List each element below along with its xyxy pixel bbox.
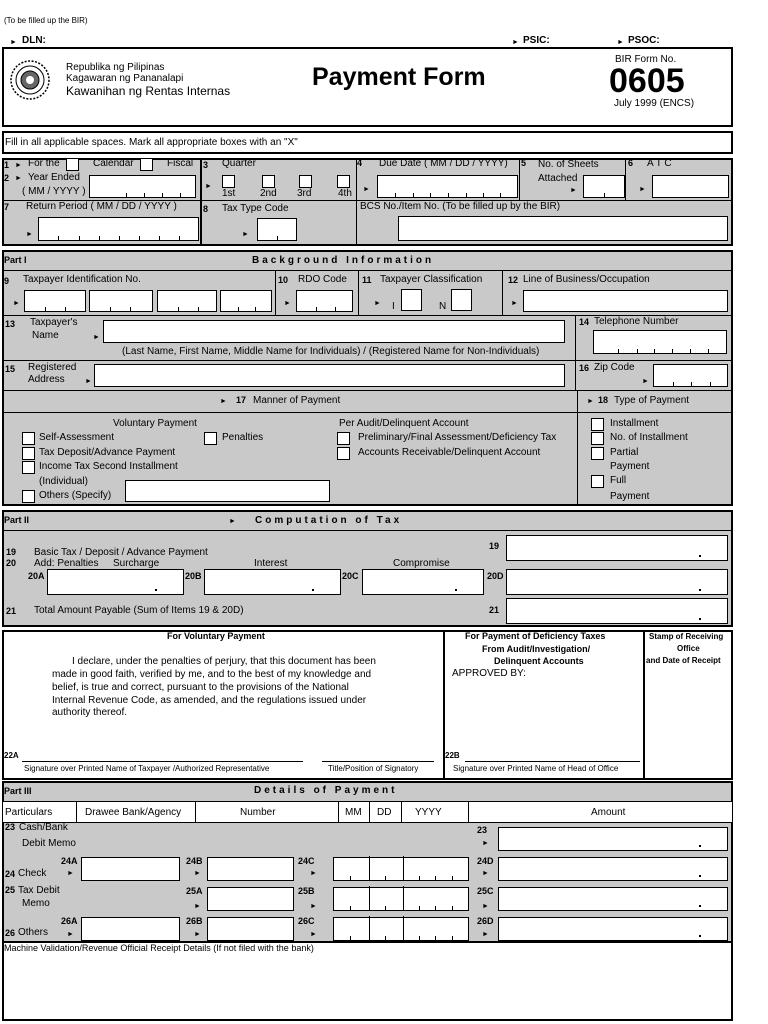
self-assessment-label: Self-Assessment	[39, 432, 115, 443]
basic-tax-label: Basic Tax / Deposit / Advance Payment	[34, 547, 208, 558]
form-number-label: BIR Form No.	[615, 54, 677, 65]
arrow-icon: ►	[482, 840, 489, 847]
tin-label: Taxpayer Identification No.	[23, 274, 141, 285]
total-payable-input[interactable]	[506, 598, 728, 624]
accounts-receivable-label: Accounts Receivable/Delinquent Account	[358, 447, 541, 458]
item-number: 12	[508, 275, 519, 285]
second-installment-checkbox[interactable]	[22, 461, 35, 474]
stamp-label-2: Office	[677, 644, 700, 653]
deficiency-title-3: Delinquent Accounts	[494, 656, 584, 666]
col-yyyy: YYYY	[415, 807, 442, 818]
arrow-icon: ►	[511, 300, 518, 307]
return-period-label: Return Period ( MM / DD / YYYY )	[26, 201, 177, 212]
item-number: 24	[5, 869, 16, 879]
declaration-line-3: belief, is true and correct, pursuant to the provisions of the National	[52, 682, 349, 693]
tax-type-label: Tax Type Code	[222, 203, 289, 214]
taxpayer-signature-caption: Signature over Printed Name of Taxpayer /Authorized Representative	[24, 764, 270, 773]
item-number: 19	[489, 541, 500, 551]
quarter-4th-label: 4th	[338, 188, 352, 199]
deficiency-title-1: For Payment of Deficiency Taxes	[465, 631, 606, 641]
preliminary-assessment-checkbox[interactable]	[337, 432, 350, 445]
atc-label: A T C	[647, 158, 672, 169]
check-number-input[interactable]	[207, 857, 294, 881]
item-number: 26A	[61, 916, 78, 926]
arrow-icon: ►	[15, 175, 22, 182]
item-number: 2	[4, 173, 10, 183]
installment-label: Installment	[610, 418, 659, 429]
arrow-icon: ►	[482, 870, 489, 877]
partial-payment-label: Payment	[610, 461, 650, 472]
check-amount-input[interactable]	[498, 857, 728, 881]
approved-by-label: APPROVED BY:	[452, 668, 526, 679]
part1-title: Background Information	[252, 255, 435, 266]
item-number: 20D	[487, 571, 504, 581]
col-mm: MM	[345, 807, 362, 818]
due-date-label: Due Date ( MM / DD / YYYY)	[379, 158, 508, 169]
line-of-business-input[interactable]	[523, 290, 728, 312]
col-dd: DD	[377, 807, 392, 818]
arrow-icon: ►	[205, 183, 212, 190]
others-specify-label: Others (Specify)	[39, 490, 112, 501]
item-number: 9	[4, 276, 10, 286]
item-number: 25B	[298, 886, 315, 896]
others-amount-input[interactable]	[498, 917, 728, 941]
quarter-label: Quarter	[222, 158, 256, 169]
tin-input-3[interactable]	[157, 290, 217, 312]
item-number: 22A	[4, 751, 19, 760]
head-of-office-signature-line[interactable]	[465, 761, 640, 762]
item-number: 4	[357, 158, 363, 168]
item-number: 11	[362, 275, 372, 285]
penalties-checkbox[interactable]	[204, 432, 217, 445]
full-payment-checkbox[interactable]	[591, 475, 604, 488]
tin-input-4[interactable]	[220, 290, 272, 312]
calendar-label: Calendar	[93, 158, 134, 169]
psoc-label: PSOC:	[628, 35, 660, 46]
sheets-input[interactable]	[583, 175, 625, 198]
deficiency-title-2: From Audit/Investigation/	[482, 644, 591, 654]
declaration-line-5: authority thereof.	[52, 707, 128, 718]
full-label: Full	[610, 475, 627, 486]
full-payment-label: Payment	[610, 491, 650, 502]
add-penalties-label: Add: Penalties	[34, 558, 99, 569]
others-label: Others	[18, 927, 49, 938]
item-number: 23	[5, 822, 16, 832]
individual-code-label: I	[392, 301, 395, 312]
item-number: 20C	[342, 571, 359, 581]
item-number: 24C	[298, 856, 315, 866]
cash-amount-input[interactable]	[498, 827, 728, 851]
machine-validation-box[interactable]	[2, 941, 733, 1021]
total-penalties-input[interactable]	[506, 569, 728, 595]
item-number: 18	[598, 395, 609, 405]
item-number: 21	[489, 605, 500, 615]
item-number: 26C	[298, 916, 315, 926]
tax-debit-label: Tax Debit	[18, 885, 60, 896]
basic-tax-amount-input[interactable]	[506, 535, 728, 561]
line-of-business-label: Line of Business/Occupation	[523, 274, 650, 285]
agency-bureau: Kawanihan ng Rentas Internas	[66, 84, 231, 98]
item-number: 5	[521, 158, 527, 168]
form-title: Payment Form	[312, 63, 486, 91]
bcs-input[interactable]	[398, 216, 728, 241]
arrow-icon: ►	[310, 870, 317, 877]
item-number: 20A	[28, 571, 45, 581]
item-number: 19	[6, 547, 17, 557]
check-label: Check	[18, 868, 47, 879]
per-audit-label: Per Audit/Delinquent Account	[339, 418, 469, 429]
type-of-payment-label: Type of Payment	[614, 395, 690, 406]
year-ended-input[interactable]	[89, 175, 196, 198]
item-number: 13	[5, 319, 16, 329]
part2-title: Computation of Tax	[255, 515, 403, 526]
taxpayer-name-input[interactable]	[103, 320, 565, 343]
top-note: (To be filled up the BIR)	[4, 16, 88, 25]
individual-checkbox[interactable]	[401, 289, 422, 311]
compromise-input[interactable]	[362, 569, 484, 595]
item-number: 24D	[477, 856, 494, 866]
item-number: 26D	[477, 916, 494, 926]
arrow-icon: ►	[67, 870, 74, 877]
for-the-label: For the	[28, 158, 60, 169]
col-particulars: Particulars	[5, 807, 53, 818]
taxpayer-name-hint: (Last Name, First Name, Middle Name for Individuals) / (Registered Name for Non-Individuals)	[122, 346, 540, 357]
item-number: 15	[5, 364, 16, 374]
telephone-input[interactable]	[593, 330, 727, 354]
quarter-3rd-checkbox[interactable]	[299, 175, 312, 188]
part2-label: Part II	[4, 515, 30, 525]
year-ended-label: Year Ended	[28, 172, 80, 183]
zip-input[interactable]	[653, 364, 728, 387]
arrow-icon: ►	[242, 231, 249, 238]
arrow-icon: ►	[639, 186, 646, 193]
declaration-line-1: I declare, under the penalties of perjury, that this document has been	[72, 656, 376, 667]
arrow-icon: ►	[26, 231, 33, 238]
item-number: 20B	[185, 571, 202, 581]
surcharge-label: Surcharge	[113, 558, 160, 569]
no-of-installment-label: No. of Installment	[610, 432, 688, 443]
item-number: 20	[6, 558, 17, 568]
item-number: 7	[4, 202, 10, 212]
arrow-icon: ►	[642, 378, 649, 385]
item-number: 3	[203, 160, 209, 170]
non-individual-code-label: N	[439, 301, 447, 312]
stamp-label-3: and Date of Receipt	[646, 656, 721, 665]
no-of-installment-checkbox[interactable]	[591, 432, 604, 445]
address-label-2: Address	[28, 374, 65, 385]
arrow-icon: ►	[310, 931, 317, 938]
arrow-icon: ►	[93, 334, 100, 341]
machine-validation-label: Machine Validation/Revenue Official Receipt Details (If not filed with the bank)	[4, 943, 314, 953]
penalties-label: Penalties	[222, 432, 264, 443]
title-position-line[interactable]	[322, 761, 434, 762]
total-payable-label: Total Amount Payable (Sum of Items 19 & 20D)	[34, 605, 244, 616]
item-number: 16	[579, 363, 590, 373]
item-number: 17	[236, 395, 247, 405]
partial-payment-checkbox[interactable]	[591, 447, 604, 460]
agency-department: Kagawaran ng Pananalapi	[66, 73, 184, 84]
self-assessment-checkbox[interactable]	[22, 432, 35, 445]
others-date-input[interactable]	[333, 917, 469, 941]
psic-label: PSIC:	[523, 35, 550, 46]
rdo-input[interactable]	[296, 290, 353, 312]
atc-input[interactable]	[652, 175, 729, 198]
arrow-icon: ►	[67, 931, 74, 938]
dln-label: DLN:	[22, 35, 46, 46]
arrow-icon: ►	[194, 931, 201, 938]
quarter-4th-checkbox[interactable]	[337, 175, 350, 188]
quarter-2nd-label: 2nd	[260, 188, 277, 199]
instruction-text: Fill in all applicable spaces. Mark all appropriate boxes with an "X"	[5, 137, 298, 148]
address-label-1: Registered	[28, 362, 77, 373]
item-number: 24B	[186, 856, 203, 866]
arrow-icon: ►	[512, 39, 519, 46]
arrow-icon: ►	[284, 300, 291, 307]
sheets-label: No. of Sheets	[538, 159, 599, 170]
arrow-icon: ►	[13, 300, 20, 307]
quarter-1st-label: 1st	[222, 188, 236, 199]
part3-label: Part III	[4, 786, 32, 796]
voluntary-payment-title: For Voluntary Payment	[167, 631, 265, 641]
arrow-icon: ►	[229, 518, 236, 525]
item-number: 10	[278, 275, 289, 285]
others-number-input[interactable]	[207, 917, 294, 941]
taxpayer-signature-line[interactable]	[22, 761, 303, 762]
address-input[interactable]	[94, 364, 565, 387]
rdo-label: RDO Code	[298, 274, 347, 285]
arrow-icon: ►	[10, 39, 17, 46]
item-number: 26B	[186, 916, 203, 926]
bir-seal-icon	[9, 59, 51, 101]
compromise-label: Compromise	[393, 558, 450, 569]
non-individual-checkbox[interactable]	[451, 289, 472, 311]
check-bank-input[interactable]	[81, 857, 180, 881]
tin-input-2[interactable]	[89, 290, 153, 312]
item-number: 25	[5, 885, 16, 895]
return-period-input[interactable]	[38, 217, 199, 241]
mmyyyy-hint: ( MM / YYYY )	[22, 186, 86, 197]
individual-note: (Individual)	[39, 476, 88, 487]
interest-label: Interest	[254, 558, 288, 569]
declaration-line-2: made in good faith, verified by me, and to the best of my knowledge and	[52, 669, 372, 680]
arrow-icon: ►	[617, 39, 624, 46]
arrow-icon: ►	[194, 903, 201, 910]
agency-republic: Republika ng Pilipinas	[66, 62, 165, 73]
quarter-2nd-checkbox[interactable]	[262, 175, 275, 188]
others-checkbox[interactable]	[22, 490, 35, 503]
taxpayer-name-label-2: Name	[32, 330, 59, 341]
telephone-label: Telephone Number	[594, 316, 679, 327]
arrow-icon: ►	[220, 398, 227, 405]
part3-title: Details of Payment	[254, 785, 398, 796]
surcharge-input[interactable]	[47, 569, 184, 595]
cash-bank-label: Cash/Bank	[19, 822, 68, 833]
col-number: Number	[240, 807, 276, 818]
arrow-icon: ►	[363, 186, 370, 193]
arrow-icon: ►	[85, 378, 92, 385]
manner-of-payment-label: Manner of Payment	[253, 395, 341, 406]
item-number: 23	[477, 825, 488, 835]
installment-checkbox[interactable]	[591, 418, 604, 431]
bcs-label: BCS No./Item No. (To be filled up by the BIR)	[360, 201, 561, 212]
tax-deposit-label: Tax Deposit/Advance Payment	[39, 447, 176, 458]
declaration-line-4: Internal Revenue Code, as amended, and the regulations issued under	[52, 695, 367, 706]
arrow-icon: ►	[15, 162, 22, 169]
item-number: 26	[5, 928, 16, 938]
item-number: 21	[6, 606, 17, 616]
debit-memo-label: Debit Memo	[22, 838, 76, 849]
classification-label: Taxpayer Classification	[380, 274, 483, 285]
voluntary-payment-label: Voluntary Payment	[113, 418, 197, 429]
item-number: 22B	[445, 751, 460, 760]
arrow-icon: ►	[587, 398, 594, 405]
item-number: 6	[628, 158, 634, 168]
item-number: 14	[579, 317, 590, 327]
others-bank-input[interactable]	[81, 917, 180, 941]
stamp-label-1: Stamp of Receiving	[649, 632, 724, 641]
item-number: 25C	[477, 886, 494, 896]
arrow-icon: ►	[310, 903, 317, 910]
fiscal-label: Fiscal	[167, 158, 194, 169]
preliminary-assessment-label: Preliminary/Final Assessment/Deficiency Tax	[358, 432, 557, 443]
form-version-date: July 1999 (ENCS)	[614, 98, 695, 109]
tax-type-input[interactable]	[257, 218, 297, 241]
item-number: 24A	[61, 856, 78, 866]
quarter-3rd-label: 3rd	[297, 188, 312, 199]
col-amount: Amount	[591, 807, 626, 818]
col-drawee-bank: Drawee Bank/Agency	[85, 807, 182, 818]
second-installment-label: Income Tax Second Installment	[39, 461, 178, 472]
due-date-input[interactable]	[377, 175, 518, 198]
part1-label: Part I	[4, 255, 27, 265]
quarter-1st-checkbox[interactable]	[222, 175, 235, 188]
arrow-icon: ►	[570, 187, 577, 194]
item-number: 8	[203, 204, 209, 214]
accounts-receivable-checkbox[interactable]	[337, 447, 350, 460]
check-date-input[interactable]	[333, 857, 469, 881]
calendar-checkbox[interactable]	[66, 158, 79, 171]
form-number: 0605	[609, 62, 685, 100]
tax-debit-memo-label: Memo	[22, 898, 50, 909]
fiscal-checkbox[interactable]	[140, 158, 153, 171]
arrow-icon: ►	[194, 870, 201, 877]
tax-debit-date-input[interactable]	[333, 887, 469, 911]
interest-input[interactable]	[204, 569, 341, 595]
item-number: 1	[4, 160, 10, 170]
item-number: 25A	[186, 886, 203, 896]
others-specify-input[interactable]	[125, 480, 330, 502]
partial-label: Partial	[610, 447, 639, 458]
arrow-icon: ►	[482, 903, 489, 910]
arrow-icon: ►	[374, 300, 381, 307]
tax-debit-amount-input[interactable]	[498, 887, 728, 911]
head-of-office-caption: Signature over Printed Name of Head of Office	[453, 764, 619, 773]
taxpayer-name-label-1: Taxpayer's	[30, 317, 78, 328]
zip-label: Zip Code	[594, 362, 635, 373]
sheets-attached-label: Attached	[538, 173, 578, 184]
title-position-caption: Title/Position of Signatory	[328, 764, 419, 773]
tax-debit-number-input[interactable]	[207, 887, 294, 911]
tax-deposit-checkbox[interactable]	[22, 447, 35, 460]
tin-input-1[interactable]	[24, 290, 86, 312]
arrow-icon: ►	[482, 931, 489, 938]
